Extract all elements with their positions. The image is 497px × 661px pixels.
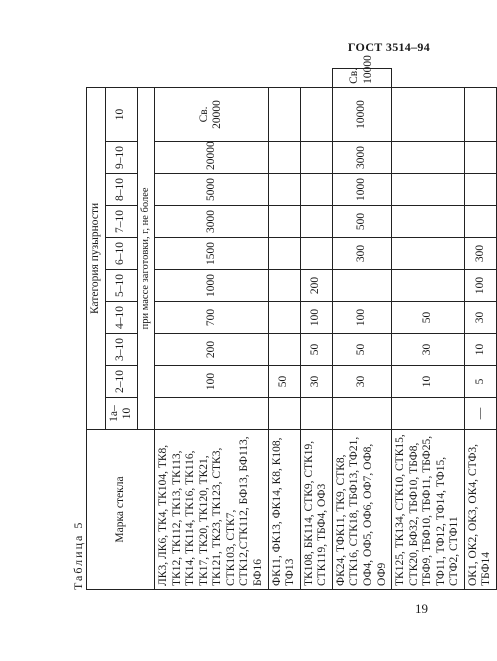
value-cell: 200 [155,334,269,366]
value-cell [300,142,332,174]
glass-mark-cell: ЛК3, ЛК6, ТК4, ТК104, ТК8, ТК12, ТК112, ТК13, ТК113, ТК14, ТК114, ТК16, ТК116, ТК17, ТК20, ТК120, ТК21, ТК121, ТК23, ТК123, СТК3, СТК103, СТК7, СТК12,СТК112, БФ13, БФ113, БФ16 [155,430,269,590]
mass-note: при массе заготовки, г, не более [137,87,154,429]
value-cell: 50 [332,334,391,366]
value-cell: 30 [464,302,496,334]
value-cell: — [464,398,496,430]
value-cell [155,398,269,430]
value-cell: 100 [155,366,269,398]
category-510: 5–10 [105,270,137,302]
value-cell [300,87,332,141]
document-header: ГОСТ 3514–94 [347,40,430,54]
glass-mark-cell: ТК108, БК114, СТК9, СТК19, СТК119, ТБФ4, ОФ3 [300,430,332,590]
category-910: 9–10 [105,142,137,174]
value-cell: 700 [155,302,269,334]
table-row [300,69,332,590]
value-cell: 10 [392,366,465,398]
glass-mark-cell: ФК24, ТФК11, ТК9, СТК8, СТК16, СТК18, ТБФ13, ТФ21, ОФ4, ОФ5, ОФ6, ОФ7, ОФ8, ОФ9 [332,430,391,590]
value-cell [392,398,465,430]
value-cell [392,87,465,141]
rotated-table-block [71,55,493,590]
table-row [464,69,496,590]
value-cell: Св. 10000 [332,69,391,88]
value-cell [392,206,465,238]
value-cell: 300 [464,238,496,270]
value-cell: 5 [464,366,496,398]
value-cell: 3000 [332,142,391,174]
value-cell: 20000 [155,142,269,174]
value-cell [268,334,300,366]
value-cell: 50 [268,366,300,398]
value-cell [300,398,332,430]
value-cell [268,398,300,430]
category-810: 8–10 [105,174,137,206]
page-number: 19 [415,601,428,616]
value-cell: 50 [300,334,332,366]
table-row [392,69,465,590]
col-header-mark: Марка стекла [87,430,155,590]
table-caption: Таблица 5 [71,520,85,590]
category-310: 3–10 [105,334,137,366]
value-cell [464,87,496,141]
bubble-category-table [86,55,497,590]
value-cell: 10000 [332,87,391,141]
value-cell: 300 [332,238,391,270]
category-710: 7–10 [105,206,137,238]
value-cell: 1000 [155,270,269,302]
glass-mark-cell: ТК125, ТК134, СТК10, СТК15, СТК20, БФ32, ТБФ10, ТБФ8, ТБФ9, ТБФ10, ТБФ11, ТБФ25, ТФ11, ТФ12, ТФ14, ТФ15, СТФ2, СТФ11 [392,430,465,590]
value-cell [268,302,300,334]
value-cell: 100 [464,270,496,302]
value-cell: 50 [392,302,465,334]
value-cell [392,270,465,302]
value-cell [268,174,300,206]
value-cell [392,142,465,174]
glass-mark-cell: ОК1, ОК2, ОК3, ОК4, СТФ3, ТБФ14 [464,430,496,590]
value-cell [268,87,300,141]
value-cell: 30 [392,334,465,366]
value-cell: 30 [332,366,391,398]
col-header-category: Категория пузырности [87,87,106,429]
value-cell [332,398,391,430]
value-cell: 500 [332,206,391,238]
value-cell: 200 [300,270,332,302]
table-row [268,69,300,590]
value-cell: 100 [332,302,391,334]
value-cell: 30 [300,366,332,398]
category-10: 10 [105,87,137,141]
value-cell [300,238,332,270]
value-cell [268,206,300,238]
value-cell [268,142,300,174]
category-210: 2–10 [105,366,137,398]
value-cell [464,174,496,206]
category-410: 4–10 [105,302,137,334]
value-cell [332,270,391,302]
category-610: 6–10 [105,238,137,270]
value-cell [464,142,496,174]
glass-mark-cell: ФК11, ФК13, ФК14, К8, К108, ТФ13 [268,430,300,590]
value-cell: 5000 [155,174,269,206]
value-cell [268,270,300,302]
value-cell: Св. 20000 [155,87,269,141]
value-cell [300,206,332,238]
table-row [332,69,391,590]
value-cell: 3000 [155,206,269,238]
value-cell: 1000 [332,174,391,206]
value-cell [464,206,496,238]
value-cell: 1500 [155,238,269,270]
category-1a10: 1а–10 [105,398,137,430]
value-cell: 10 [464,334,496,366]
value-cell [392,174,465,206]
value-cell [392,238,465,270]
value-cell: 100 [300,302,332,334]
value-cell [268,238,300,270]
value-cell [300,174,332,206]
